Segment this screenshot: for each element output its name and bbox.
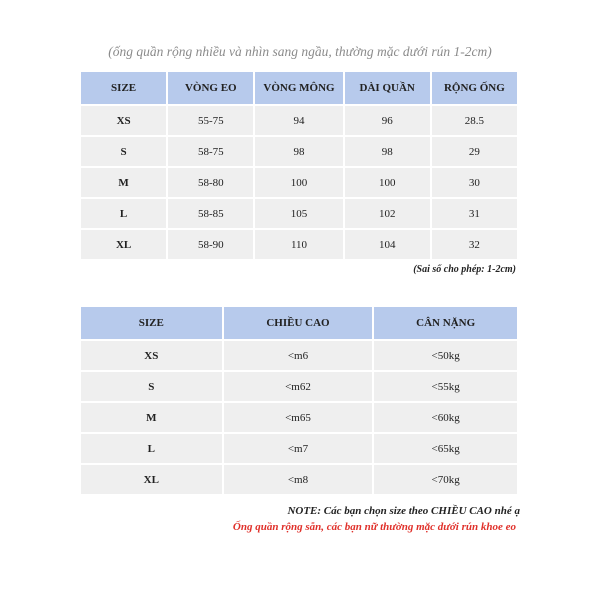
caption: (ống quần rộng nhiều và nhìn sang ngầu, thường mặc dưới rún 1-2cm) xyxy=(108,44,492,59)
cell-length: 100 xyxy=(345,168,430,197)
cell-size: L xyxy=(81,199,166,228)
table-row xyxy=(81,137,517,166)
cell-height: <m65 xyxy=(224,403,373,432)
cell-height: <m7 xyxy=(224,434,373,463)
cell-weight: <65kg xyxy=(374,434,517,463)
header-size: SIZE xyxy=(81,307,222,339)
table-row xyxy=(81,230,517,259)
cell-size: S xyxy=(81,137,166,166)
cell-leg-width: 30 xyxy=(432,168,517,197)
cell-height: <m8 xyxy=(224,465,373,494)
header-leg-width: RỘNG ỐNG xyxy=(432,72,517,104)
cell-waist: 58-90 xyxy=(168,230,253,259)
cell-length: 104 xyxy=(345,230,430,259)
header-hip: VÒNG MÔNG xyxy=(255,72,342,104)
cell-hip: 100 xyxy=(255,168,342,197)
cell-leg-width: 32 xyxy=(432,230,517,259)
cell-size: S xyxy=(81,372,222,401)
cell-weight: <60kg xyxy=(374,403,517,432)
header-size: SIZE xyxy=(81,72,166,104)
header-height: CHIỀU CAO xyxy=(224,307,373,339)
size-measurement-table xyxy=(79,70,519,261)
size-height-weight-table xyxy=(79,305,519,496)
table-header-row xyxy=(81,72,517,104)
table-row xyxy=(81,465,517,494)
header-length: DÀI QUẦN xyxy=(345,72,430,104)
cell-waist: 58-75 xyxy=(168,137,253,166)
cell-weight: <70kg xyxy=(374,465,517,494)
table-header-row xyxy=(81,307,517,339)
cell-size: M xyxy=(81,403,222,432)
tolerance-note: (Sai số cho phép: 1-2cm) xyxy=(413,264,516,275)
cell-leg-width: 31 xyxy=(432,199,517,228)
table-row xyxy=(81,199,517,228)
cell-weight: <55kg xyxy=(374,372,517,401)
cell-length: 102 xyxy=(345,199,430,228)
fit-note-red: Ống quần rộng sẵn, các bạn nữ thường mặc dưới rún khoe eo xyxy=(232,521,516,533)
cell-size: M xyxy=(81,168,166,197)
cell-leg-width: 29 xyxy=(432,137,517,166)
header-waist: VÒNG EO xyxy=(168,72,253,104)
cell-size: L xyxy=(81,434,222,463)
cell-waist: 58-85 xyxy=(168,199,253,228)
cell-height: <m62 xyxy=(224,372,373,401)
cell-hip: 105 xyxy=(255,199,342,228)
cell-weight: <50kg xyxy=(374,341,517,370)
cell-leg-width: 28.5 xyxy=(432,106,517,135)
cell-hip: 110 xyxy=(255,230,342,259)
cell-size: XS xyxy=(81,341,222,370)
cell-size: XL xyxy=(81,465,222,494)
cell-size: XL xyxy=(81,230,166,259)
table-row xyxy=(81,341,517,370)
cell-hip: 94 xyxy=(255,106,342,135)
cell-size: XS xyxy=(81,106,166,135)
header-weight: CÂN NẶNG xyxy=(374,307,517,339)
table-row xyxy=(81,106,517,135)
table-row xyxy=(81,168,517,197)
table-row xyxy=(81,434,517,463)
cell-length: 96 xyxy=(345,106,430,135)
cell-waist: 58-80 xyxy=(168,168,253,197)
cell-hip: 98 xyxy=(255,137,342,166)
table-row xyxy=(81,403,517,432)
cell-height: <m6 xyxy=(224,341,373,370)
cell-length: 98 xyxy=(345,137,430,166)
size-note: NOTE: Các bạn chọn size theo CHIỀU CAO nhé ạ xyxy=(287,505,520,517)
table-row xyxy=(81,372,517,401)
cell-waist: 55-75 xyxy=(168,106,253,135)
